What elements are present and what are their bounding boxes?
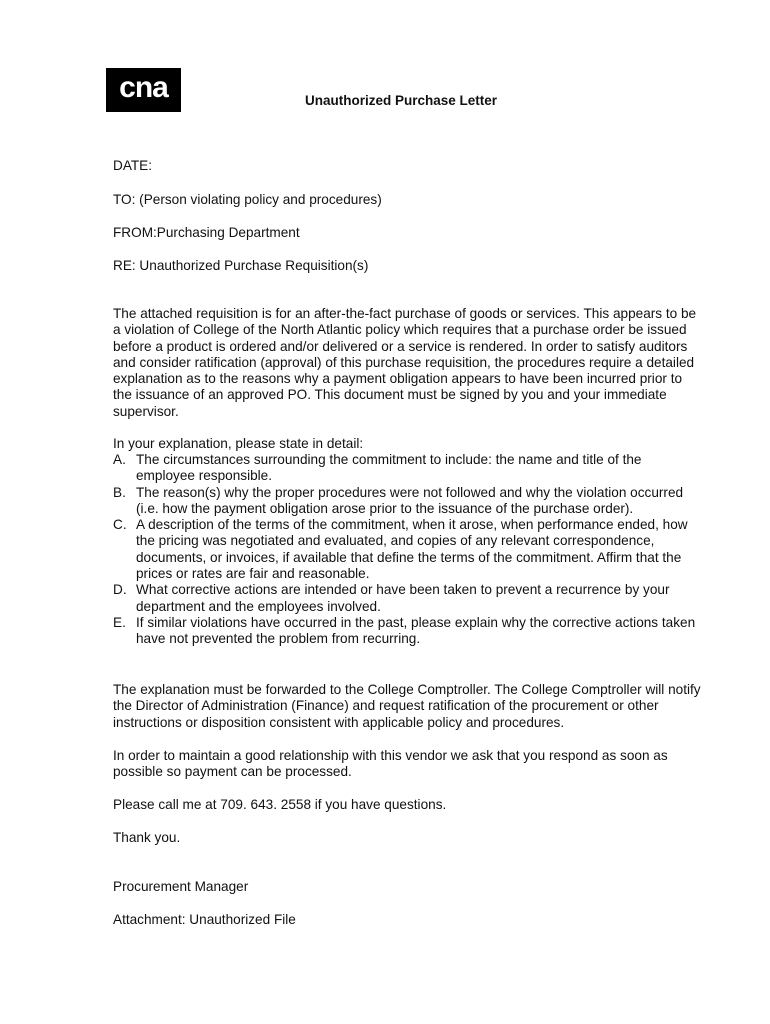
list-item (113, 517, 703, 582)
list-item (113, 615, 703, 648)
cna-logo (106, 68, 181, 112)
signature-line: Procurement Manager (113, 879, 249, 894)
attachment-line: Attachment: Unauthorized File (113, 912, 296, 927)
to-line: TO: (Person violating policy and procedures) (113, 192, 382, 207)
intro-paragraph: The attached requisition is for an after-the-fact purchase of goods or services. This appears to be a violation of College of the North Atlantic policy which requires that a purchase order be issued before a product is ordered and/or delivered or a service is rendered. In order to satisfy auditors and consider ratification (approval) of this purchase requisition, the procedures require a detailed explanation as to the reasons why a payment obligation appears to have been incurred prior to the issuance of an approved PO. This document must be signed by you and your immediate supervisor. (113, 306, 697, 419)
list-marker: D. (113, 582, 127, 598)
list-marker: A. (113, 452, 126, 467)
from-line: FROM:Purchasing Department (113, 225, 300, 240)
list-item-text: The reason(s) why the proper procedures were not followed and why the violation occurred (i.e. how the payment obligation arose prior to the issuance of the purchase order). (136, 484, 684, 516)
list-item-text: A description of the terms of the commitment, when it arose, when performance ended, how the pricing was negotiated and evaluated, and copies of any relevant correspondence, documents, or invoices, if available that define the terms of the commitment. Affirm that the prices or rates are fair and reasonable. (136, 517, 688, 582)
list-item-text: The circumstances surrounding the commitment to include: the name and title of the employee responsible. (136, 452, 642, 484)
list-marker: C. (113, 517, 127, 533)
list-item (113, 582, 703, 615)
list-intro: In your explanation, please state in detail: (113, 436, 364, 451)
vendor-paragraph: In order to maintain a good relationship with this vendor we ask that you respond as soon as possible so payment can be processed. (113, 748, 668, 780)
list-marker: E. (113, 614, 126, 630)
logo-text: cna (119, 71, 168, 104)
list-item-text: What corrective actions are intended or have been taken to prevent a recurrence by your department and the employees involved. (136, 582, 670, 614)
list-item (113, 485, 703, 518)
date-line: DATE: (113, 158, 153, 173)
comptroller-paragraph: The explanation must be forwarded to the College Comptroller. The College Comptroller will notify the Director of Administration (Finance) and request ratification of the procurement or other instructions or disposition consistent with applicable policy and procedures. (113, 682, 701, 730)
re-line: RE: Unauthorized Purchase Requisition(s) (113, 258, 369, 273)
list-item-text: If similar violations have occurred in the past, please explain why the corrective actions taken have not prevented the problem from recurring. (136, 614, 696, 647)
letter-title: Unauthorized Purchase Letter (305, 93, 498, 108)
list-marker: B. (113, 484, 126, 500)
requirements-list (113, 452, 703, 648)
list-item (113, 452, 703, 485)
contact-line: Please call me at 709. 643. 2558 if you have questions. (113, 797, 447, 812)
thanks-line: Thank you. (113, 830, 181, 845)
